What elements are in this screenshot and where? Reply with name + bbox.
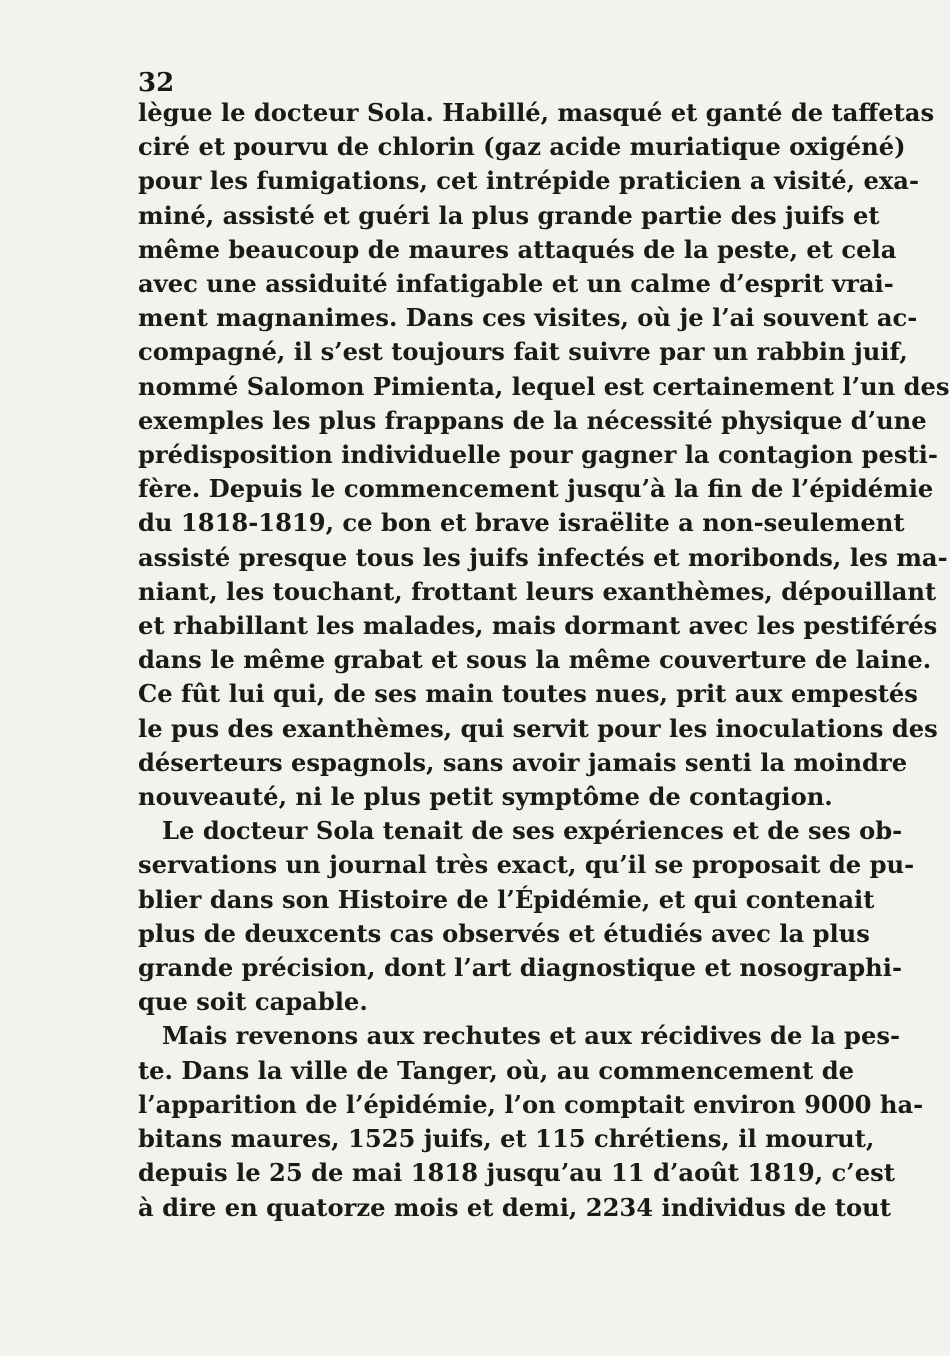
text-line: plus de deuxcents cas observés et étudiés avec la plus [138,918,870,948]
text-line: lègue le docteur Sola. Habillé, masqué et ganté de taffetas [138,98,935,127]
text-line: te. Dans la ville de Tanger, où, au commencement de [138,1055,855,1085]
text-line: assisté presque tous les juifs infectés et moribonds, les ma- [138,542,948,572]
text-line: miné, assisté et guéri la plus grande partie des juifs et [138,200,880,230]
text-line: nommé Salomon Pimienta, lequel est certainement l’un des [138,371,950,401]
text-line: Mais revenons aux rechutes et aux récidives de la pes- [162,1021,900,1051]
page-number: 32 [138,68,175,98]
text-line: fère. Depuis le commencement jusqu’à la fin de l’épidémie [138,474,934,504]
paragraph [138,814,915,1019]
text-line: dans le même grabat et sous la même couverture de laine. [138,645,932,675]
text-line: et rhabillant les malades, mais dormant avec les pestiférés [138,611,938,641]
text-line: ciré et pourvu de chlorin (gaz acide muriatique oxigéné) [138,132,906,162]
text-line: pour les fumigations, cet intrépide praticien a visité, exa- [138,166,919,196]
text-line: à dire en quatorze mois et demi, 2234 individus de tout [138,1192,891,1222]
text-line: prédisposition individuelle pour gagner la contagion pesti- [138,440,938,470]
paragraph [138,1019,924,1224]
text-line: blier dans son Histoire de l’Épidémie, et qui contenait [138,884,875,914]
text-line: compagné, il s’est toujours fait suivre par un rabbin juif, [138,337,908,367]
text-line: déserteurs espagnols, sans avoir jamais senti la moindre [138,747,908,777]
text-line: depuis le 25 de mai 1818 jusqu’au 11 d’août 1819, c’est [138,1158,895,1188]
text-line: exemples les plus frappans de la nécessité physique d’une [138,405,927,435]
text-line: nouveauté, ni le plus petit symptôme de contagion. [138,782,833,812]
text-line: même beaucoup de maures attaqués de la peste, et cela [138,234,897,264]
text-line: grande précision, dont l’art diagnostique et nosographi- [138,953,902,983]
text-line: ment magnanimes. Dans ces visites, où je l’ai souvent ac- [138,303,918,333]
text-line: servations un journal très exact, qu’il se proposait de pu- [138,850,915,880]
paragraph [138,96,950,814]
text-line: du 1818-1819, ce bon et brave israëlite a non-seulement [138,508,905,538]
text-line: le pus des exanthèmes, qui servit pour les inoculations des [138,713,938,743]
text-line: avec une assiduité infatigable et un calme d’esprit vrai- [138,269,894,299]
text-line: que soit capable. [138,987,368,1017]
text-line: bitans maures, 1525 juifs, et 115 chrétiens, il mourut, [138,1124,875,1154]
body-text [138,96,950,1225]
text-line: niant, les touchant, frottant leurs exanthèmes, dépouillant [138,576,937,606]
text-line: l’apparition de l’épidémie, l’on comptait environ 9000 ha- [138,1089,924,1119]
text-line: Ce fût lui qui, de ses main toutes nues, prit aux empestés [138,679,918,709]
text-line: Le docteur Sola tenait de ses expériences et de ses ob- [162,816,903,846]
